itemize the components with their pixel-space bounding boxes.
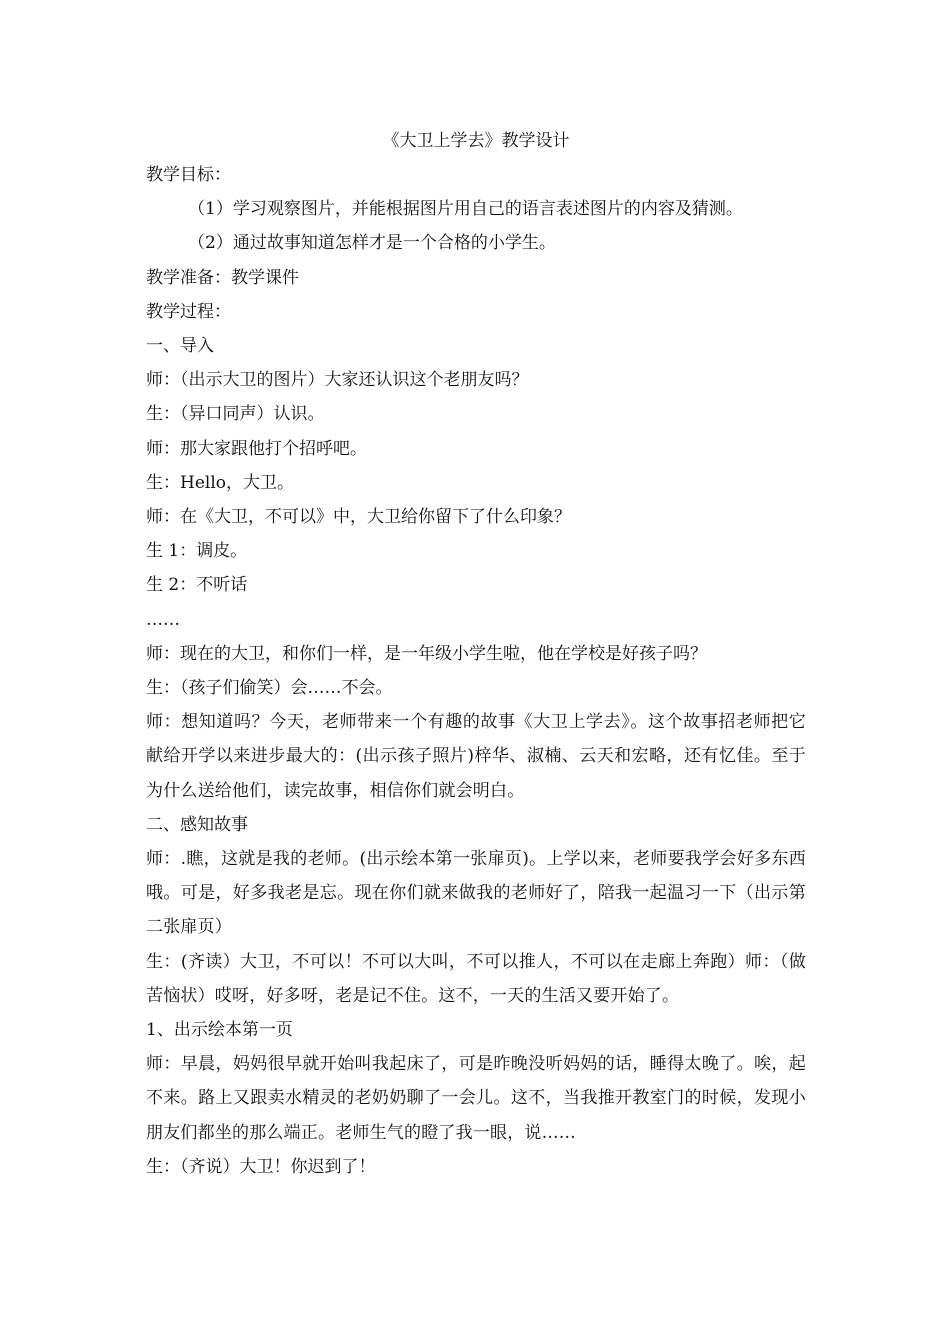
- document-title: 《大卫上学去》教学设计: [382, 131, 570, 151]
- dialogue-line: 生：Hello，大卫。: [146, 472, 294, 493]
- document-page: [146, 124, 806, 1184]
- dialogue-paragraph: 师：想知道吗？今天，老师带来一个有趣的故事《大卫上学去》。这个故事招老师把它献给开学以来进步最大的：(出示孩子照片)梓华、淑楠、云天和宏略，还有忆佳。至于为什么送给他们，读完故事，相信你们就会明白。: [146, 712, 806, 801]
- dialogue-paragraph: 师：.瞧，这就是我的老师。(出示绘本第一张扉页)。上学以来，老师要我学会好多东西哦。可是，好多我老是忘。现在你们就来做我的老师好了，陪我一起温习一下（出示第二张扉页）: [146, 849, 806, 938]
- subsection-heading: 1、出示绘本第一页: [146, 1020, 293, 1041]
- section-heading: 一、导入: [146, 336, 214, 357]
- preparation-line: 教学准备：教学课件: [146, 267, 299, 288]
- dialogue-line: 师：在《大卫，不可以》中，大卫给你留下了什么印象？: [146, 507, 571, 528]
- dialogue-line: 生：（孩子们偷笑）会……不会。: [146, 678, 393, 699]
- goal-item: （1）学习观察图片，并能根据图片用自己的语言表述图片的内容及猜测。: [188, 199, 743, 220]
- dialogue-line: 生：（齐说）大卫！你迟到了！: [146, 1156, 376, 1177]
- dialogue-line: 生 2：不听话: [146, 575, 248, 596]
- dialogue-paragraph: 师：早晨，妈妈很早就开始叫我起床了，可是昨晚没听妈妈的话，睡得太晚了。唉，起不来。路上又跟卖水精灵的老奶奶聊了一会儿。这不，当我推开教室门的时候，发现小朋友们都坐的那么端正。老师生气的瞪了我一眼，说……: [146, 1054, 806, 1143]
- process-heading: 教学过程：: [146, 301, 231, 322]
- dialogue-line: 生：（异口同声）认识。: [146, 404, 325, 425]
- dialogue-line: 生 1：调皮。: [146, 541, 248, 562]
- dialogue-line: 师：（出示大卫的图片）大家还认识这个老朋友吗？: [146, 370, 529, 391]
- dialogue-paragraph: 生：(齐读）大卫，不可以！不可以大叫，不可以推人，不可以在走廊上奔跑）师：（做苦恼状）哎呀，好多呀，老是记不住。这不，一天的生活又要开始了。: [146, 951, 806, 1006]
- dialogue-line: 师：那大家跟他打个招呼吧。: [146, 438, 367, 459]
- ellipsis-line: ……: [146, 609, 180, 630]
- goal-item: （2）通过故事知道怎样才是一个合格的小学生。: [188, 233, 556, 254]
- section-heading: 二、感知故事: [146, 814, 248, 835]
- dialogue-line: 师：现在的大卫，和你们一样，是一年级小学生啦，他在学校是好孩子吗？: [146, 643, 707, 664]
- goals-heading: 教学目标：: [146, 165, 231, 185]
